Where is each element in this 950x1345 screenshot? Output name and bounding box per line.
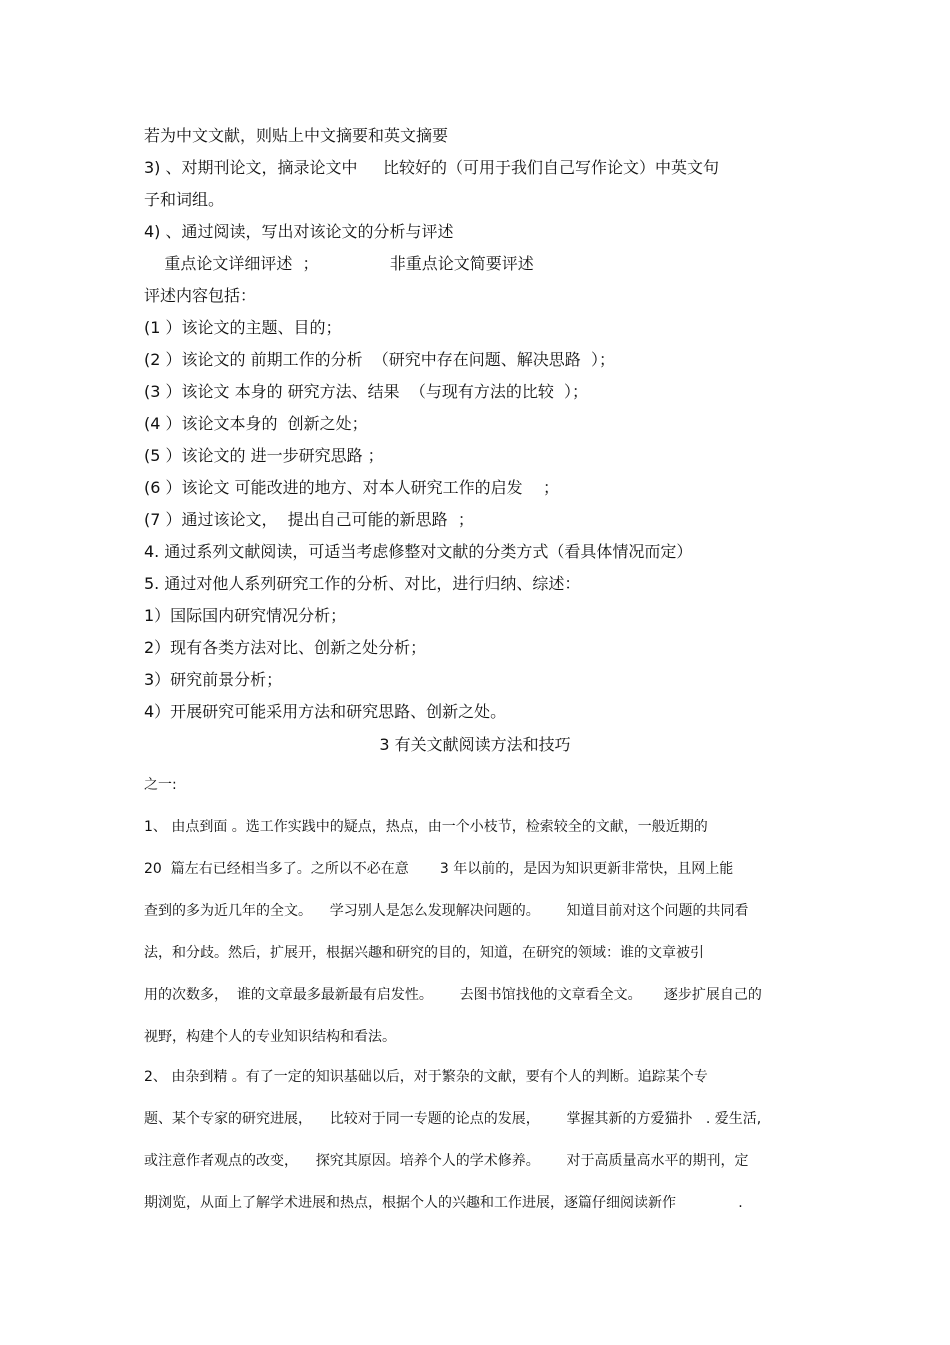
- text-line: 评述内容包括：: [144, 286, 257, 305]
- text-line: (1 ）该论文的主题、目的；: [144, 318, 342, 337]
- text-line: (6 ）该论文 可能改进的地方、对本人研究工作的启发 ；: [144, 478, 559, 497]
- text-line: (3 ）该论文 本身的 研究方法、结果 （与现有方法的比较 ）；: [144, 382, 589, 401]
- text-line: 2、 由杂到精 。有了一定的知识基础以后，对于繁杂的文献，要有个人的判断。追踪某个专: [144, 1069, 708, 1085]
- text-line: 法，和分歧。然后，扩展开，根据兴趣和研究的目的，知道，在研究的领域：谁的文章被引: [144, 945, 704, 961]
- text-line: 1、 由点到面 。选工作实践中的疑点，热点，由一个小枝节，检索较全的文献，一般近期的: [144, 819, 708, 835]
- text-line: 2）现有各类方法对比、创新之处分析；: [144, 638, 427, 657]
- text-line: 期浏览，从面上了解学术进展和热点，根据个人的兴趣和工作进展，逐篇仔细阅读新作 .: [144, 1195, 743, 1211]
- text-line: (7 ）通过该论文， 提出自己可能的新思路 ；: [144, 510, 474, 529]
- text-line: (5 ）该论文的 进一步研究思路 ；: [144, 446, 384, 465]
- text-line: 4) 、通过阅读，写出对该论文的分析与评述: [144, 222, 454, 241]
- text-line: 20 篇左右已经相当多了。之所以不必在意 3 年以前的，是因为知识更新非常快，且网上能: [144, 861, 734, 877]
- text-line: 题、某个专家的研究进展， 比较对于同一专题的论点的发展， 掌握其新的方爱猫扑 . 爱生活,: [144, 1111, 762, 1127]
- text-line: 4. 通过系列文献阅读，可适当考虑修整对文献的分类方式（看具体情况而定）: [144, 542, 693, 561]
- section-heading: 3 有关文献阅读方法和技巧: [379, 735, 571, 754]
- text-line: 子和词组。: [144, 190, 225, 209]
- text-line: 4）开展研究可能采用方法和研究思路、创新之处。: [144, 702, 507, 721]
- text-line: 用的次数多， 谁的文章最多最新最有启发性。 去图书馆找他的文章看全文。 逐步扩展自己的: [144, 987, 762, 1003]
- text-line: 或注意作者观点的改变， 探究其原因。培养个人的学术修养。 对于高质量高水平的期刊，定: [144, 1153, 749, 1169]
- text-line: 3）研究前景分析；: [144, 670, 283, 689]
- text-line: 查到的多为近几年的全文。 学习别人是怎么发现解决问题的。 知道目前对这个问题的共同看: [144, 903, 749, 919]
- text-line: (2 ）该论文的 前期工作的分析 （研究中存在问题、解决思路 ）；: [144, 350, 615, 369]
- text-line: 1）国际国内研究情况分析；: [144, 606, 347, 625]
- text-line: 5. 通过对他人系列研究工作的分析、对比，进行归纳、综述：: [144, 574, 581, 593]
- text-line: (4 ）该论文本身的 创新之处；: [144, 414, 368, 433]
- text-line: 若为中文文献，则贴上中文摘要和英文摘要: [144, 126, 449, 145]
- text-line: 视野，构建个人的专业知识结构和看法。: [144, 1029, 396, 1045]
- text-line: 重点论文详细评述 ； 非重点论文简要评述: [144, 254, 534, 273]
- text-line: 之一:: [144, 777, 177, 793]
- text-line: 3) 、对期刊论文，摘录论文中 比较好的（可用于我们自己写作论文）中英文句: [144, 158, 719, 177]
